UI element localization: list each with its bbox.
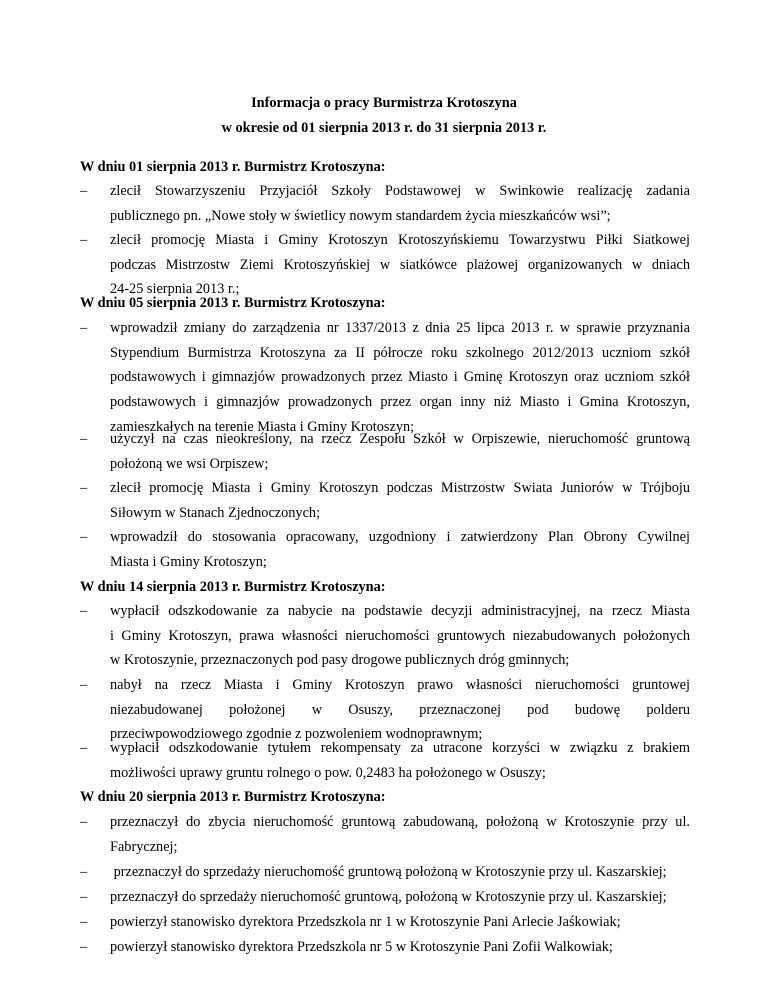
item-line: Fabrycznej; <box>110 840 178 855</box>
item-line: wprowadził zmiany do zarządzenia nr 1337/2013 z dnia 25 lipca 2013 r. w sprawie przyznania <box>110 321 690 336</box>
section-heading-1: W dniu 01 sierpnia 2013 r. Burmistrz Krotoszyna: <box>80 159 386 175</box>
bullet-dash: – <box>80 232 88 248</box>
document-title: Informacja o pracy Burmistrza Krotoszyna <box>251 95 517 111</box>
item-line: wprowadził do stosowania opracowany, uzgodniony i zatwierdzony Plan Obrony Cywilnej <box>110 530 690 545</box>
bullet-dash: – <box>80 480 88 496</box>
item-line: zlecił Stowarzyszeniu Przyjaciół Szkoły Podstawowej w Świnkowie realizację zadania <box>110 184 690 199</box>
item-line: powierzył stanowisko dyrektora Przedszkola nr 5 w Krotoszynie Pani Zofii Walkowiak; <box>110 940 613 955</box>
bullet-dash: – <box>80 914 88 930</box>
item-line: przeznaczył do sprzedaży nieruchomość gruntową położoną w Krotoszynie przy ul. Kaszarskiej; <box>110 865 667 880</box>
bullet-dash: – <box>80 939 88 955</box>
item-line: w Krotoszynie, przeznaczonych pod pasy drogowe publicznych dróg gminnych; <box>110 653 570 668</box>
item-line: przeznaczył do sprzedaży nieruchomość gruntową, położoną w Krotoszynie przy ul. Kaszarskiej; <box>110 890 667 905</box>
bullet-dash: – <box>80 431 88 447</box>
section-heading-3: W dniu 14 sierpnia 2013 r. Burmistrz Krotoszyna: <box>80 579 386 595</box>
document-subtitle: w okresie od 01 sierpnia 2013 r. do 31 sierpnia 2013 r. <box>221 120 547 136</box>
item-line: zlecił promocję Miasta i Gminy Krotoszyn podczas Mistrzostw Świata Juniorów w Trójboju <box>110 481 690 496</box>
item-line: Siłowym w Stanach Zjednoczonych; <box>110 506 321 521</box>
item-line: Miasta i Gminy Krotoszyn; <box>110 555 267 570</box>
bullet-dash: – <box>80 529 88 545</box>
item-line: zlecił promocję Miasta i Gminy Krotoszyn Krotoszyńskiemu Towarzystwu Piłki Siatkowej <box>110 233 690 248</box>
item-line: możliwości uprawy gruntu rolnego o pow. 0,2483 ha położonego w Osuszy; <box>110 766 546 781</box>
bullet-dash: – <box>80 740 88 756</box>
item-line: Stypendium Burmistrza Krotoszyna za II półrocze roku szkolnego 2012/2013 uczniom szkół <box>110 346 690 361</box>
item-line: niezabudowanej położonej w Osuszy, przeznaczonej pod budowę polderu <box>110 703 690 718</box>
item-line: użyczył na czas nieokreślony, na rzecz Zespołu Szkół w Orpiszewie, nieruchomość gruntową <box>110 432 690 447</box>
item-line: zamieszkałych na terenie Miasta i Gminy Krotoszyn; <box>110 420 415 435</box>
bullet-dash: – <box>80 320 88 336</box>
item-line: wypłacił odszkodowanie tytułem rekompensaty za utracone korzyści w związku z brakiem <box>110 741 690 756</box>
item-line: podczas Mistrzostw Ziemi Krotoszyńskiej w siatkówce plażowej organizowanych w dniach <box>110 258 690 273</box>
item-line: publicznego pn. „Nowe stoły w świetlicy nowym standardem życia mieszkańców wsi”; <box>110 209 611 224</box>
section-heading-4: W dniu 20 sierpnia 2013 r. Burmistrz Krotoszyna: <box>80 789 386 805</box>
item-line: powierzył stanowisko dyrektora Przedszkola nr 1 w Krotoszynie Pani Arlecie Jaśkowiak; <box>110 915 621 930</box>
item-line: przeznaczył do zbycia nieruchomość gruntową zabudowaną, położoną w Krotoszynie przy ul. <box>110 815 690 830</box>
item-line: i Gminy Krotoszyn, prawa własności nieruchomości gruntowych niezabudowanych położonych <box>110 629 690 644</box>
item-line: podstawowych i gimnazjów prowadzonych przez Miasto i Gminę Krotoszyn oraz uczniom szkół <box>110 370 690 385</box>
item-line: przeciwpowodziowego zgodnie z pozwoleniem wodnoprawnym; <box>110 727 483 742</box>
section-heading-2: W dniu 05 sierpnia 2013 r. Burmistrz Krotoszyna: <box>80 295 386 311</box>
bullet-dash: – <box>80 889 88 905</box>
item-line: nabył na rzecz Miasta i Gminy Krotoszyn prawo własności nieruchomości gruntowej <box>110 678 690 693</box>
item-line: położoną we wsi Orpiszew; <box>110 457 269 472</box>
item-line: wypłacił odszkodowanie za nabycie na podstawie decyzji administracyjnej, na rzecz Miasta <box>110 604 690 619</box>
bullet-dash: – <box>80 183 88 199</box>
bullet-dash: – <box>80 677 88 693</box>
item-line: 24-25 sierpnia 2013 r.; <box>110 282 240 297</box>
bullet-dash: – <box>80 603 88 619</box>
item-line: podstawowych i gimnazjów prowadzonych przez organ inny niż Miasto i Gmina Krotoszyn, <box>110 395 690 410</box>
bullet-dash: – <box>80 814 88 830</box>
bullet-dash: – <box>80 864 88 880</box>
